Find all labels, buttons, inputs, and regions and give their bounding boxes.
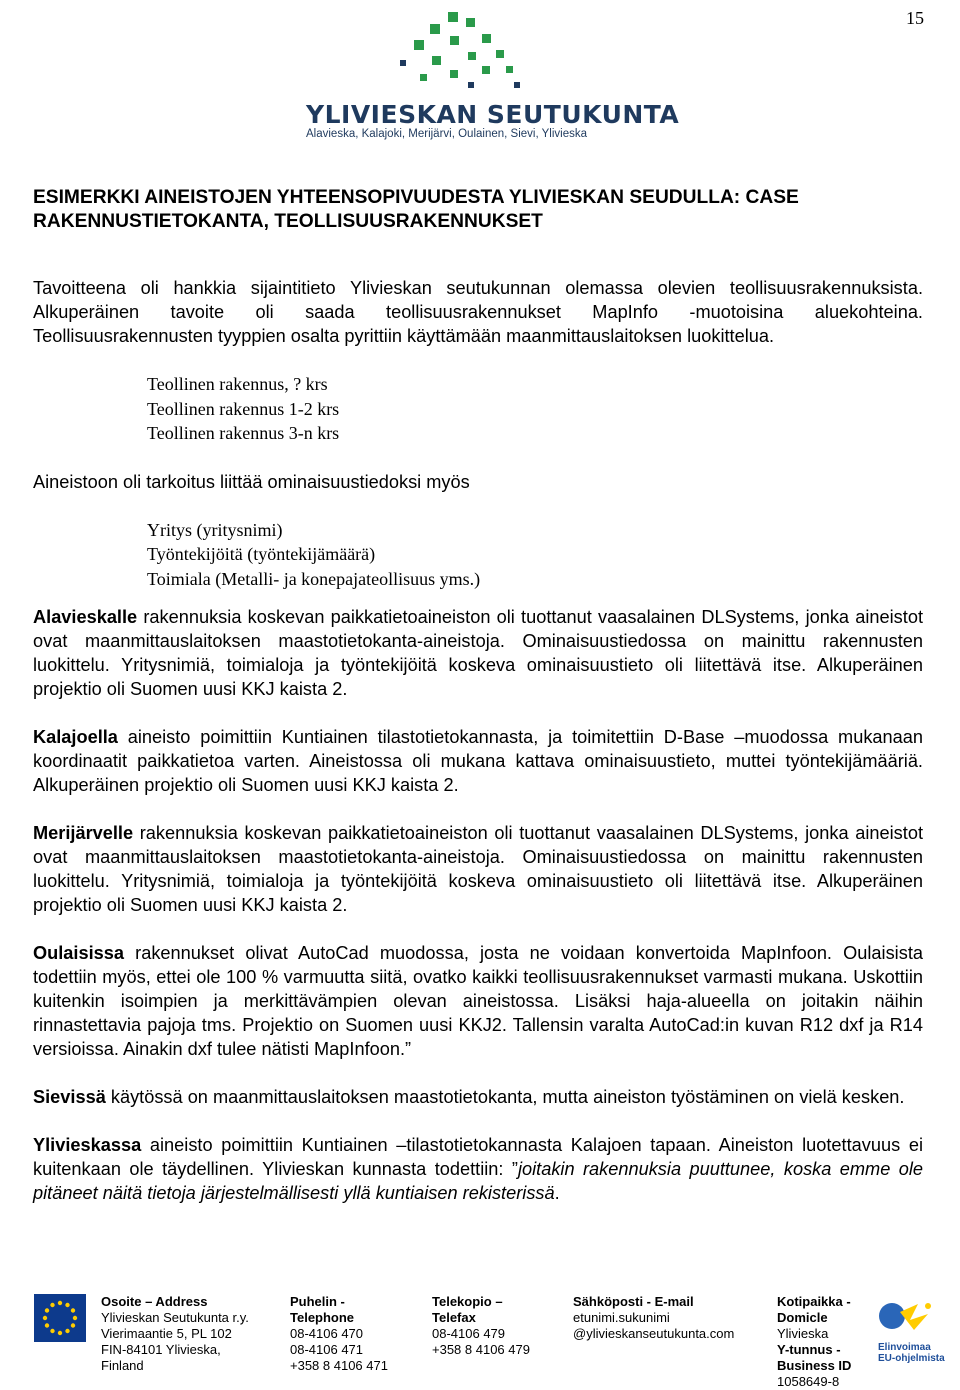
ylivieska-lead: Ylivieskassa: [33, 1135, 142, 1155]
heading-line-1: ESIMERKKI AINEISTOJEN YHTEENSOPIVUUDESTA YLIVIESKAN SEUDULLA: CASE: [33, 187, 799, 208]
email-line: etunimi.sukunimi: [573, 1310, 670, 1325]
alavieska-text: rakennuksia koskevan paikkatietoaineiston oli tuottanut vaasalainen DLSystems, jonka aineistot ovat maanmittauslaitoksen maastotietokanta-aineistoja. Ominaisuustiedossa on mainittu rakennusten luokittelu. Yritysnimiä, toimialoja ja työntekijöitä koskeva ominaisuustieto oli liitettävä itse. Alkuperäinen projektio oli Suomen uusi KKJ kaista 2.: [33, 607, 923, 699]
domicile-heading-en: Domicle: [777, 1310, 828, 1325]
business-id-value: 1058649-8: [777, 1374, 840, 1389]
footer-fax: [432, 1294, 530, 1358]
attribute-item: Toimiala (Metalli- ja konepajateollisuus yms.): [147, 568, 481, 589]
sievi-lead: Sievissä: [33, 1087, 106, 1107]
address-line: Ylivieskan Seutukunta r.y.: [101, 1310, 249, 1325]
heading-line-2: RAKENNUSTIETOKANTA, TEOLLISUUSRAKENNUKSET: [33, 211, 543, 232]
fax-heading: Telekopio –: [432, 1294, 503, 1309]
kalajoki-lead: Kalajoella: [33, 727, 118, 747]
attribute-item: Yritys (yritysnimi): [147, 519, 283, 540]
eu-flag-icon: [34, 1294, 86, 1342]
phone-number: 08-4106 471: [290, 1342, 364, 1357]
attribute-item: Työntekijöitä (työntekijämäärä): [147, 544, 376, 564]
email-line: @ylivieskanseutukunta.com: [573, 1326, 735, 1341]
footer-domicile: [777, 1294, 851, 1390]
merijarvi-text: rakennuksia koskevan paikkatietoaineiston oli tuottanut vaasalainen DLSystems, jonka aineistot ovat maanmittauslaitoksen maastotietokanta-aineistoja. Ominaisuustiedossa on mainittu rakennusten luokittelu. Yritysnimiä, toimialoja ja työntekijöitä koskeva ominaisuustieto oli liitettävä itse. Alkuperäinen projektio oli Suomen uusi KKJ kaista 2.: [33, 823, 923, 915]
ylivieska-logo: [300, 4, 680, 144]
building-type-item: Teollinen rakennus 1-2 krs: [147, 398, 340, 419]
fax-number: +358 8 4106 479: [432, 1342, 530, 1357]
eu-programme-line: EU-ohjelmista: [878, 1353, 945, 1364]
address-line: FIN-84101 Ylivieska,: [101, 1342, 221, 1357]
fax-heading-en: Telefax: [432, 1310, 476, 1325]
sievi-paragraph: [33, 1085, 923, 1109]
business-id-heading: Y-tunnus -: [777, 1342, 841, 1357]
business-id-heading-en: Business ID: [777, 1358, 852, 1373]
domicile-heading: Kotipaikka -: [777, 1294, 851, 1309]
footer-address: [101, 1294, 249, 1374]
attributes-list: [147, 518, 923, 592]
sievi-text: käytössä on maanmittauslaitoksen maastotietokanta, mutta aineiston työstäminen on vielä kesken.: [105, 1087, 905, 1107]
address-heading: Osoite – Address: [101, 1294, 208, 1309]
kalajoki-text: aineisto poimittiin Kuntiainen tilastotietokannasta, ja toimitettiin D-Base –muodossa mukanaan koordinaatit paikkatietoa varten. Aineistossa oli mukana kattava ominaisuustieto, muttei työntekijämääriä. Alkuperäinen projektio oli Suomen uusi KKJ kaista 2.: [33, 727, 923, 795]
ylivieska-end: .: [554, 1183, 560, 1203]
eu-programme-text: [878, 1342, 945, 1364]
page-number: 15: [906, 8, 924, 28]
document-body: [33, 186, 923, 1205]
logo-emblem-icon: [300, 4, 630, 100]
phone-number: 08-4106 470: [290, 1326, 364, 1341]
alavieska-lead: Alavieskalle: [33, 607, 138, 627]
building-type-item: Teollinen rakennus 3-n krs: [147, 423, 340, 443]
alavieska-paragraph: [33, 605, 923, 701]
kalajoki-paragraph: [33, 725, 923, 797]
eu-programme-line: Elinvoimaa: [878, 1342, 931, 1353]
phone-heading-en: Telephone: [290, 1310, 355, 1325]
logo-title: YLIVIESKAN SEUTUKUNTA: [306, 100, 680, 129]
page-footer: [0, 1290, 960, 1389]
oulainen-paragraph: [33, 941, 923, 1061]
email-heading: Sähköposti - E-mail: [573, 1294, 694, 1309]
building-type-item: Teollinen rakennus, ? krs: [147, 374, 328, 394]
address-line: Finland: [101, 1358, 144, 1373]
ylivieska-paragraph: [33, 1133, 923, 1205]
domicile-value: Ylivieska: [777, 1326, 829, 1341]
fax-number: 08-4106 479: [432, 1326, 506, 1341]
footer-phone: [290, 1294, 388, 1374]
attributes-intro: Aineistoon oli tarkoitus liittää ominaisuustiedoksi myös: [33, 471, 470, 492]
address-line: Vierimaantie 5, PL 102: [101, 1326, 232, 1341]
merijarvi-paragraph: [33, 821, 923, 917]
oulainen-text: rakennukset olivat AutoCad muodossa, josta ne voidaan konvertoida MapInfoon. Oulaisista todettiin myös, ettei ole 100 % varmuutta siitä, ovatko kaikki teollisuusrakennukset varmasti mukana. Uskottiin kuitenkin isoimpien ja merkittävämpien olevan aineistossa. Lisäksi haja-alueella on joitakin näihin rinnastettavia pajoja tms. Projektio on Suomen uusi KKJ2. Tallensin varalta AutoCad:in kuvan R12 dxf ja R14 versioissa. Ainakin dxf tulee nätisti MapInfoon.”: [33, 943, 923, 1059]
intro-paragraph: Tavoitteena oli hankkia sijaintitieto Ylivieskan seutukunnan olemassa olevien teollisuusrakennuksista. Alkuperäinen tavoite oli saada teollisuusrakennukset MapInfo -muotoisina aluekohteina. Teollisuusrakennusten tyyppien osalta pyrittiin käyttämään maanmittauslaitoksen luokittelua.: [33, 278, 923, 346]
ylivieska-text: aineisto poimittiin Kuntiainen –tilastotietokannasta Kalajoen tapaan. Aineiston luotettavuus ei kuitenkaan ole täydellinen. Ylivieskan kunnasta todettiin: ”: [33, 1135, 923, 1179]
footer-email: [573, 1294, 734, 1342]
oulainen-lead: Oulaisissa: [33, 943, 124, 963]
ylivieska-quote: joitakin rakennuksia puuttunee, koska emme ole pitäneet näitä tietoja järjestelmällisesti yllä kuntiaisen rekisterissä: [33, 1159, 924, 1203]
logo-subtitle: Alavieska, Kalajoki, Merijärvi, Oulainen, Sievi, Ylivieska: [306, 128, 588, 140]
phone-number: +358 8 4106 471: [290, 1358, 388, 1373]
building-types-list: [147, 372, 923, 446]
phone-heading: Puhelin -: [290, 1294, 345, 1309]
document-heading: [33, 186, 923, 234]
merijarvi-lead: Merijärvelle: [33, 823, 134, 843]
